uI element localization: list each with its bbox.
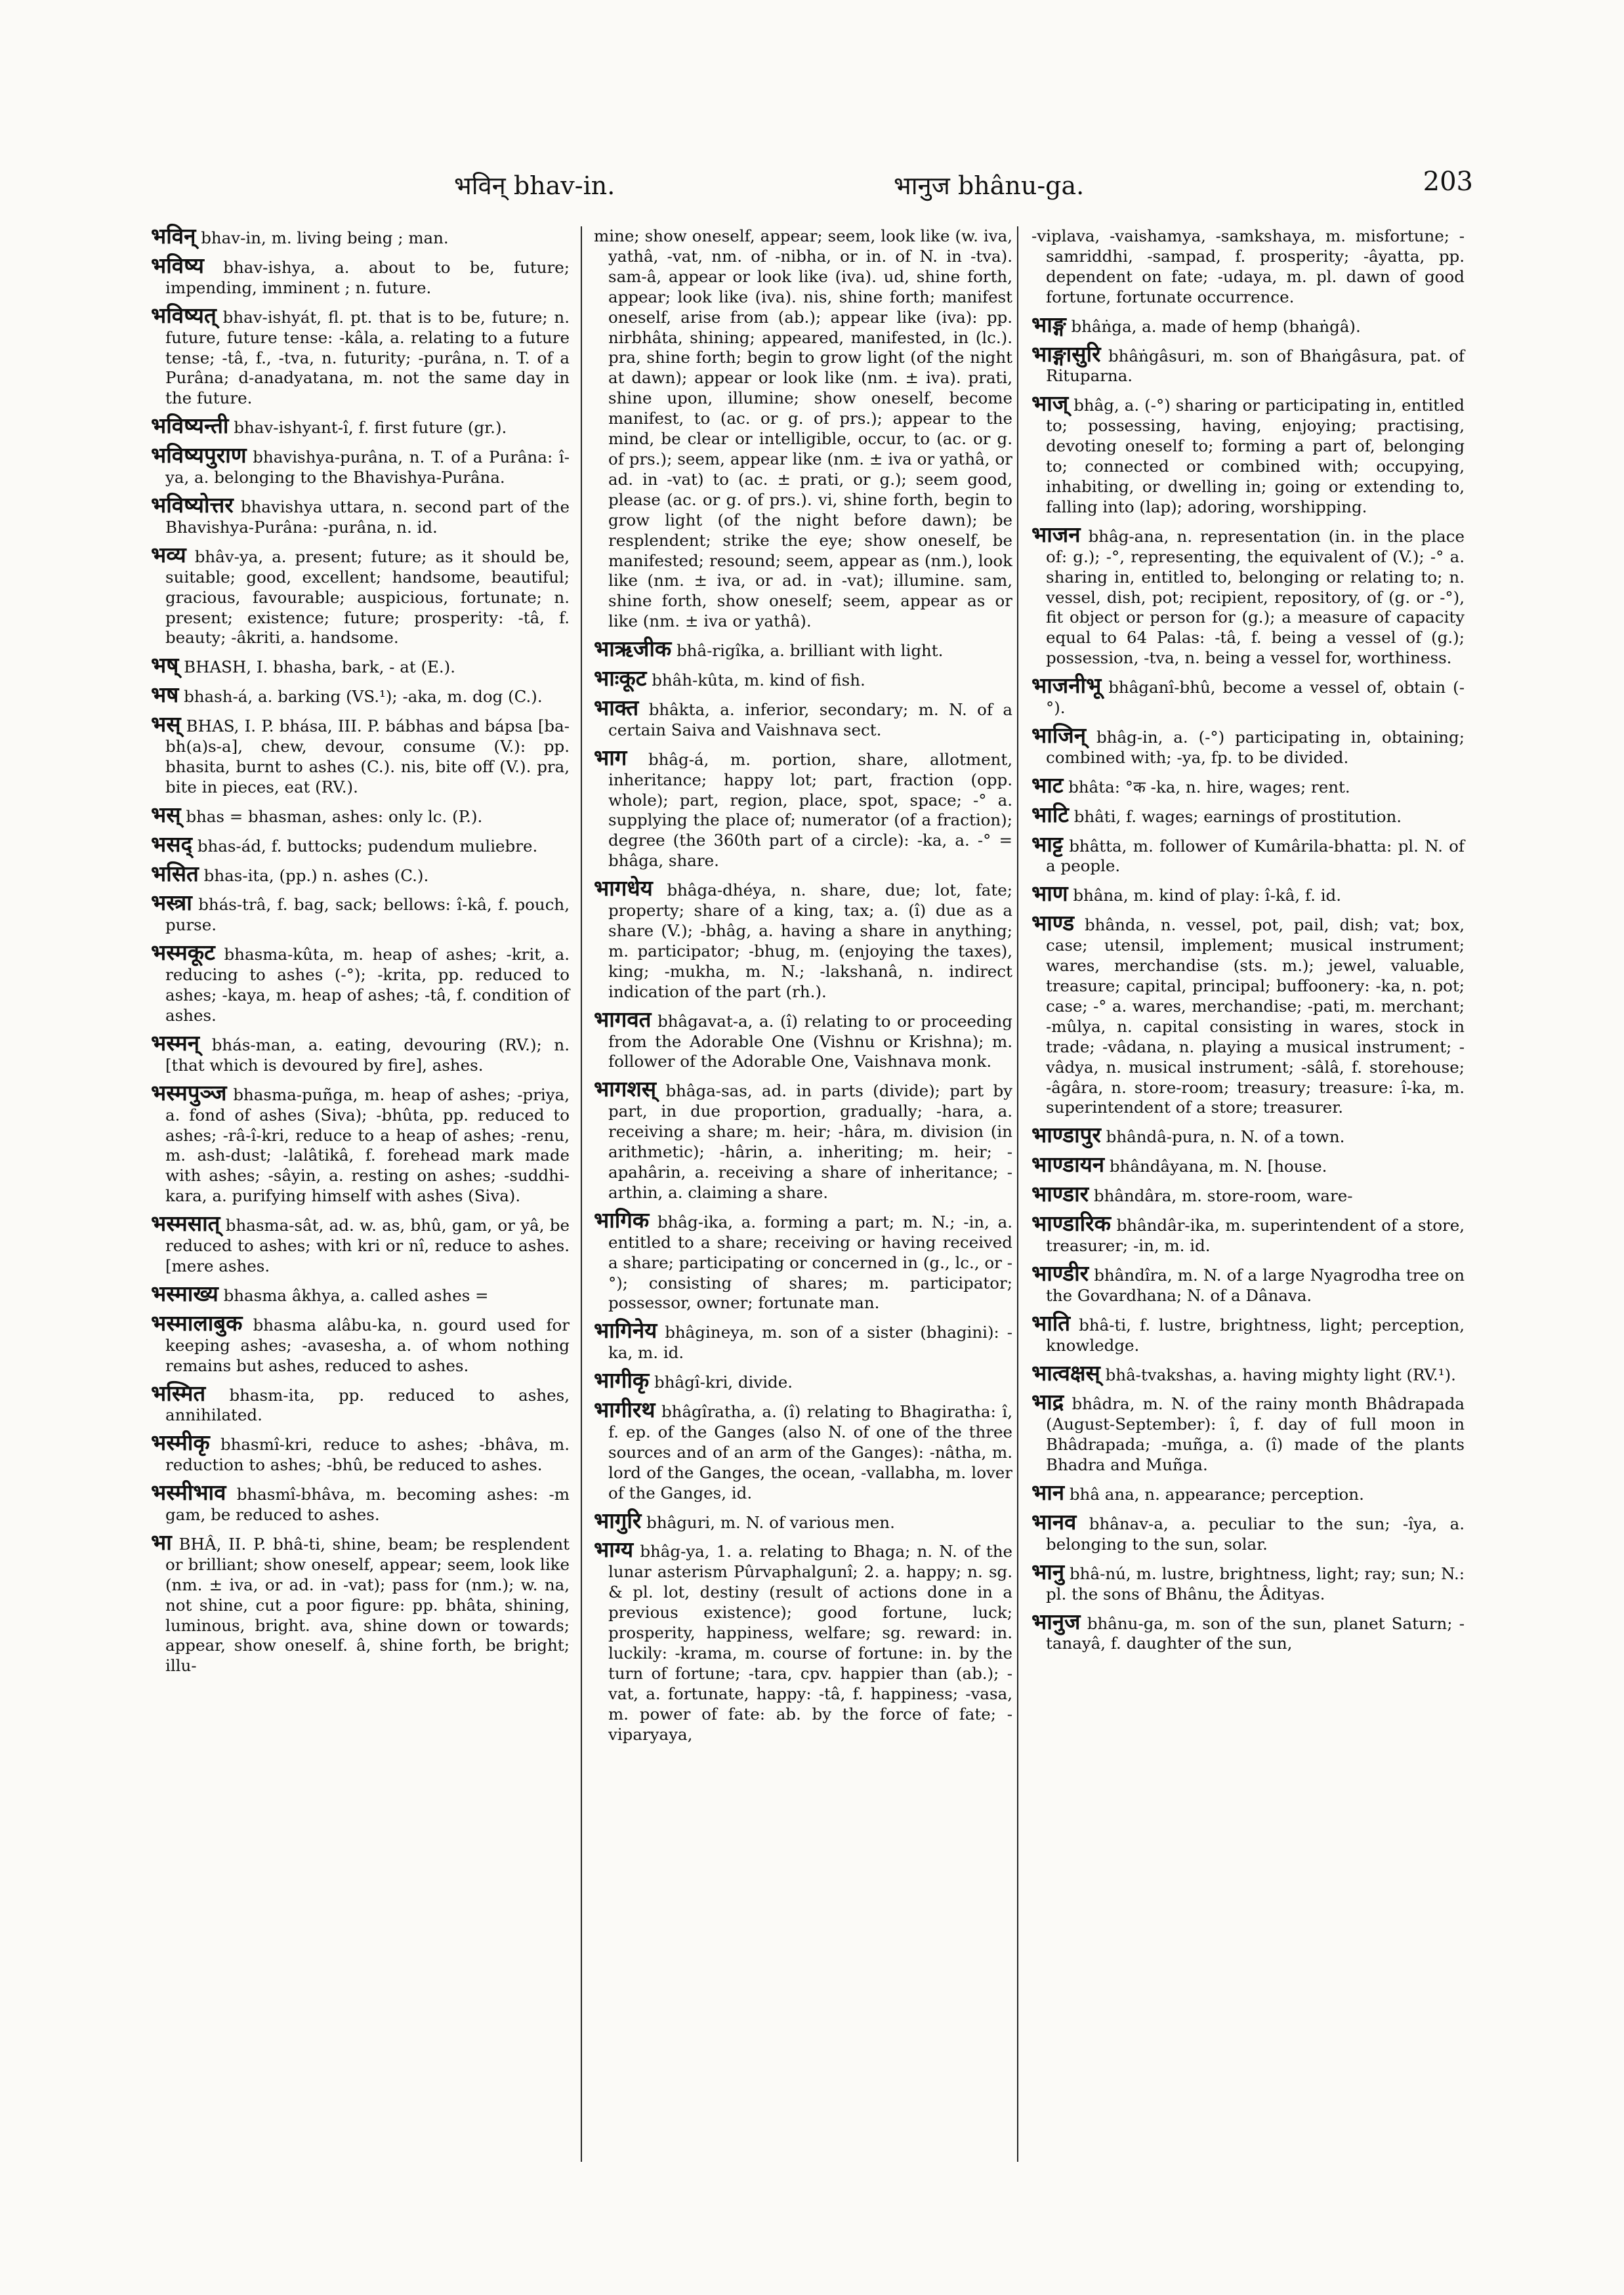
- entry-headword: भविष्य: [151, 252, 204, 278]
- dictionary-entry: [594, 1076, 1012, 1203]
- dictionary-entry: [151, 940, 570, 1026]
- entry-headword: भागिनेय: [594, 1317, 657, 1344]
- dictionary-entry: [151, 252, 570, 299]
- entry-definition: bhândîra, m. N. of a large Nyagrodha tree on the Govardhana; N. of a Dânava.: [1046, 1265, 1465, 1305]
- entry-headword: भस्मन्: [151, 1029, 200, 1056]
- dictionary-entry: [1031, 801, 1465, 827]
- entry-headword: भागीरथ: [594, 1397, 656, 1423]
- dictionary-entry: [151, 541, 570, 649]
- dictionary-entry: [1031, 1310, 1465, 1356]
- dictionary-entry: [594, 694, 1013, 741]
- entry-headword: भाजनीभू: [1031, 672, 1102, 699]
- dictionary-entry: [594, 875, 1012, 1002]
- entry-definition: bhasma-sât, ad. w. as, bhû, gam, or yâ, be reduced to ashes; with kri or nî, reduce to ashes. [mere ashes.: [165, 1216, 570, 1275]
- entry-definition: bhâ-rigîka, a. brilliant with light.: [677, 641, 944, 661]
- dictionary-entry: [151, 1280, 570, 1306]
- dictionary-column-1: [151, 223, 570, 1684]
- dictionary-entry: [594, 1207, 1012, 1314]
- dictionary-entry: [1031, 390, 1465, 517]
- dictionary-entry: [151, 1210, 570, 1277]
- entry-definition: bhâg-ana, n. representation (in. in the place of: g.); -°, representing, the equivalent of (V.); -° a. sharing in, entitled to, belonging or relating to; n. vessel, dish, pot; recipient, repository, of (g. or -°), fit object or person for (g.); a measure of capacity equal to 64 Palas: -tâ, f. being a vessel of (g.); possession, -tva, n. being a vessel for, worthiness.: [1046, 526, 1465, 668]
- entry-definition: bhâtta, m. follower of Kumârila-bhatta: pl. N. of a people.: [1046, 836, 1465, 876]
- entry-headword: भा: [151, 1529, 172, 1555]
- dictionary-entry: [151, 442, 570, 488]
- dictionary-entry: [1031, 1260, 1465, 1306]
- entry-headword: भाण्डार: [1031, 1181, 1089, 1207]
- entry-definition: bhâṅgâsuri, m. son of Bhaṅgâsura, pat. of Rituparna.: [1046, 346, 1465, 386]
- dictionary-entry: [1031, 521, 1465, 669]
- entry-headword: भस्मकूट: [151, 940, 215, 966]
- entry-headword: भविष्योत्तर: [151, 491, 234, 518]
- dictionary-entry: [151, 1029, 570, 1076]
- entry-headword: भाजन: [1031, 521, 1081, 547]
- entry-definition: bhâ ana, n. appearance; perception.: [1069, 1485, 1364, 1504]
- entry-definition: bhás-man, a. eating, devouring (RV.); n. [that which is devoured by fire], ashes.: [165, 1035, 570, 1075]
- entry-headword: भस्मपुञ्ज: [151, 1079, 227, 1106]
- entry-headword: भस्: [151, 711, 181, 737]
- entry-definition: bhâgavat-a, a. (î) relating to or proceeding from the Adorable One (Vishnu or Krishna); m. follower of the Adorable One, Vaishnava monk.: [608, 1011, 1012, 1071]
- dictionary-entry: [1031, 1608, 1465, 1655]
- entry-headword: भस्माख्य: [151, 1280, 219, 1306]
- entry-headword: भस्मालाबुक: [151, 1310, 243, 1336]
- entry-headword: भागीकृ: [594, 1367, 650, 1394]
- entry-headword: भविष्यन्ती: [151, 413, 229, 439]
- entry-headword: भानव: [1031, 1508, 1077, 1535]
- dictionary-entry: [1031, 1508, 1465, 1555]
- entry-definition: bhasma âkhya, a. called ashes =: [223, 1285, 489, 1305]
- entry-definition: BHAS, I. P. bhása, III. P. bábhas and bápsa [ba-bh(a)s-a], chew, devour, consume (V.): pp. bhasita, burnt to ashes (C.). nis, bite off (V.). pra, bite in pieces, eat (RV.).: [165, 716, 570, 796]
- entry-headword: भाति: [1031, 1310, 1071, 1336]
- entry-headword: भागुरि: [594, 1507, 642, 1533]
- entry-definition: bhâg-ika, a. forming a part; m. N.; -in, a. entitled to a share; receiving or having received a share; participating or concerned in (g., lc., or -°); consisting of shares; m. participator; possessor, owner; fortunate man.: [608, 1212, 1012, 1313]
- entry-headword: भानुज: [1031, 1608, 1081, 1634]
- dictionary-entry: [151, 1430, 570, 1476]
- entry-headword: भष्: [151, 652, 179, 678]
- entry-headword: भाजिन्: [1031, 722, 1087, 748]
- entry-definition: bhândâra, m. store-room, ware-: [1093, 1186, 1353, 1206]
- entry-headword: भानु: [1031, 1558, 1065, 1584]
- entry-headword: भविन्: [151, 223, 196, 249]
- entry-definition: bhâga-dhéya, n. share, due; lot, fate; property; share of a king, tax; a. (î) due as a share (V.); -bhâg, a. having a share in anything; m. participator; -bhug, m. (enjoying the taxes), king; -mukha, m. N.; -lakshanâ, n. indirect indication of the part (rh.).: [608, 880, 1012, 1001]
- dictionary-entry: [1031, 1181, 1465, 1207]
- entry-definition: bhâ-tvakshas, a. having mighty light (RV.¹).: [1105, 1365, 1456, 1384]
- entry-definition: bhâ-ti, f. lustre, brightness, light; perception, knowledge.: [1046, 1315, 1465, 1355]
- entry-headword: भस्मित: [151, 1380, 206, 1406]
- entry-definition: bhâna, m. kind of play: î-kâ, f. id.: [1073, 886, 1342, 905]
- entry-headword: भसित: [151, 860, 199, 886]
- dictionary-entry: [594, 636, 1012, 662]
- entry-definition: bhas-ád, f. buttocks; pudendum muliebre.: [197, 836, 538, 856]
- dictionary-entry: [1031, 772, 1465, 798]
- entry-definition: bhav-in, m. living being ; man.: [201, 228, 449, 247]
- dictionary-entry: [1031, 722, 1465, 768]
- dictionary-column-2: [594, 226, 1012, 1752]
- dictionary-entry: [151, 801, 570, 827]
- entry-definition: BHÂ, II. P. bhâ-ti, shine, beam; be resplendent or brilliant; show oneself, appear; seem, look like (nm. ± iva, or ad. in -vat); pass for (nm.); w. na, not shine, cut a poor figure: pp. bhâta, shining, luminous, bright. ava, shine down or towards; appear, show oneself. â, shine forth, be bright; illu-: [165, 1534, 570, 1676]
- entry-headword: भस्: [151, 801, 181, 827]
- dictionary-entry: [151, 1310, 570, 1376]
- entry-definition: bhavishya-purâna, n. T. of a Purâna: î-ya, a. belonging to the Bhavishya-Purâna.: [165, 447, 570, 487]
- dictionary-entry: [151, 1079, 570, 1207]
- entry-definition: bhâkta, a. inferior, secondary; m. N. of a certain Saiva and Vaishnava sect.: [608, 699, 1013, 739]
- entry-headword: भाण्डारिक: [1031, 1210, 1112, 1237]
- entry-headword: भष: [151, 682, 179, 708]
- entry-definition: -viplava, -vaishamya, -samkshaya, m. misfortune; -samriddhi, -sampad, f. prosperity; -âyatta, pp. dependent on fate; -udaya, m. pl. dawn of good fortune, fortunate occurrence.: [1031, 226, 1465, 306]
- entry-definition: mine; show oneself, appear; seem, look like (w. iva, yathâ, -vat, nm. of -nibha, or in. of N. in -tva). sam-â, appear or look like (iva). ud, shine forth, appear; look like (iva). nis, shine forth; manifest oneself, arise from (ab.); appear like (iva): pp. nirbhâta, shining; appeared, manifested, in (lc.). pra, shine forth; begin to grow light (of the night at dawn); appear or look like (nm. ± iva). prati, shine upon, illumine; show oneself, become manifest, to (ac. or g. of prs.); appear to the mind, be clear or intelligible, occur, to (ac. or g. of prs.); seem, appear like (nm. ± iva or yathâ, or ad. in -vat) to (ac. ± prati, or g.); seem good, please (ac. or g. of prs.). vi, shine forth, begin to grow light (of the night before dawn); be resplendent; strike the eye; show oneself, be manifested; resound; seem, appear as (nm.), look like (nm. ± iva, or ad. in -vat); illumine. sam, shine forth, show oneself; seem, appear as or like (nm. ± iva or yathâ).: [594, 226, 1012, 631]
- dictionary-entry: [594, 744, 1012, 871]
- entry-definition: bhâg, a. (-°) sharing or participating in, entitled to; possessing, having, enjoying; practising, devoting oneself to; forming a part of, belonging to; connected or combined with; occupying, inhabiting, or dwelling in; going or extending to, falling into (lap); adoring, worshipping.: [1046, 396, 1465, 516]
- entry-definition: bhândâyana, m. N. [house.: [1109, 1157, 1327, 1176]
- dictionary-entry: [151, 413, 570, 439]
- dictionary-entry: [151, 223, 570, 249]
- dictionary-entry: [1031, 880, 1465, 907]
- entry-headword: भाट: [1031, 772, 1064, 798]
- entry-headword: भविष्यपुराण: [151, 442, 247, 468]
- entry-definition: bhâguri, m. N. of various men.: [646, 1512, 895, 1532]
- entry-headword: भाऋजीक: [594, 636, 672, 662]
- entry-headword: भाक्त: [594, 694, 639, 720]
- entry-headword: भाण: [1031, 880, 1068, 907]
- dictionary-entry: [1031, 311, 1465, 337]
- entry-headword: भाट्ट: [1031, 831, 1063, 857]
- dictionary-entry: [151, 711, 570, 798]
- entry-definition: bhasma-puñga, m. heap of ashes; -priya, a. fond of ashes (Siva); -bhûta, pp. reduced to ashes; -râ-î-kri, reduce to a heap of ashes; -renu, m. ash-dust; -lalâtikâ, f. forehead mark made with ashes; -sâyin, a. resting on ashes; -suddhi-kara, a. purifying himself with ashes (Siva).: [165, 1085, 570, 1206]
- dictionary-entry: [151, 890, 570, 936]
- dictionary-entry: [1031, 1210, 1465, 1256]
- entry-headword: भागधेय: [594, 875, 653, 901]
- dictionary-entry: [151, 1380, 570, 1426]
- dictionary-entry: [594, 1507, 1012, 1533]
- entry-headword: भाङ्ग: [1031, 311, 1066, 337]
- column-divider: [581, 226, 582, 2162]
- entry-definition: bhândâr-ika, m. superintendent of a store, treasurer; -in, m. id.: [1046, 1216, 1465, 1255]
- entry-headword: भागशस्: [594, 1076, 657, 1102]
- column-divider: [1017, 226, 1018, 2162]
- entry-definition: bhâganî-bhû, become a vessel of, obtain (-°).: [1046, 678, 1465, 718]
- entry-headword: भव्य: [151, 541, 186, 568]
- entry-definition: bhâgîratha, a. (î) relating to Bhagiratha: î, f. ep. of the Ganges (also N. of one of the three sources and of an arm of the Ganges): -nâtha, m. lord of the Ganges, the ocean, -vallabha, m. lover of the Ganges, id.: [608, 1402, 1012, 1502]
- dictionary-entry: [151, 302, 570, 409]
- dictionary-entry: [151, 1529, 570, 1676]
- dictionary-entry: [1031, 341, 1465, 387]
- dictionary-entry: [1031, 1389, 1465, 1476]
- entry-headword: भाग्य: [594, 1537, 634, 1563]
- entry-definition: bhasm-ita, pp. reduced to ashes, annihilated.: [165, 1385, 570, 1425]
- dictionary-entry: [1031, 1122, 1465, 1148]
- entry-headword: भात्वक्षस्: [1031, 1359, 1100, 1386]
- dictionary-entry: [151, 682, 570, 708]
- entry-headword: भस्त्रा: [151, 890, 192, 916]
- entry-definition: bhav-ishyát, fl. pt. that is to be, future; n. future, future tense: -kâla, a. relating to a future tense; -tâ, f., -tva, n. futurity; -purâna, n. T. of a Purâna; d-anadyatana, m. not the same day in the future.: [165, 307, 570, 408]
- dictionary-entry: [1031, 1359, 1465, 1386]
- entry-headword: भाज्: [1031, 390, 1069, 417]
- dictionary-entry: [151, 860, 570, 886]
- dictionary-entry: [594, 226, 1012, 632]
- entry-headword: भाःकूट: [594, 665, 647, 692]
- entry-definition: bhâ-nú, m. lustre, brightness, light; ray; sun; N.: pl. the sons of Bhânu, the Âdityas.: [1046, 1563, 1465, 1603]
- dictionary-entry: [594, 1537, 1012, 1745]
- page-number: 203: [1423, 167, 1473, 197]
- entry-headword: भाण्डायन: [1031, 1151, 1105, 1178]
- entry-definition: bhâta: °क -ka, n. hire, wages; rent.: [1068, 777, 1350, 796]
- dictionary-entry: [594, 1006, 1012, 1073]
- dictionary-entry: [1031, 1479, 1465, 1506]
- entry-headword: भाग: [594, 744, 627, 770]
- entry-definition: bhâdra, m. N. of the rainy month Bhâdrapada (August-September): î, f. day of full moon in Bhâdrapada; -muñga, a. (î) made of the plants Bhadra and Muñga.: [1046, 1394, 1465, 1475]
- entry-headword: भाण्डापुर: [1031, 1122, 1101, 1148]
- running-header: [151, 164, 1473, 210]
- entry-headword: भस्मीकृ: [151, 1430, 210, 1456]
- entry-headword: भान: [1031, 1479, 1065, 1506]
- entry-definition: bhâti, f. wages; earnings of prostitution.: [1073, 806, 1402, 826]
- dictionary-entry: [594, 1317, 1012, 1363]
- header-right-guideword: भानुज bhânu-ga.: [894, 171, 1085, 200]
- entry-definition: bhânav-a, a. peculiar to the sun; -îya, a. belonging to the sun, solar.: [1046, 1514, 1465, 1554]
- entry-headword: भसद्: [151, 831, 193, 857]
- dictionary-entry: [151, 652, 570, 678]
- entry-definition: bhás-trâ, f. bag, sack; bellows: î-kâ, f. pouch, purse.: [165, 895, 570, 935]
- dictionary-entry: [594, 665, 1012, 692]
- dictionary-entry: [594, 1367, 1012, 1394]
- dictionary-entry: [1031, 1558, 1465, 1605]
- entry-definition: bhândâ-pura, n. N. of a town.: [1106, 1127, 1345, 1147]
- entry-headword: भविष्यत्: [151, 302, 217, 328]
- entry-definition: bhâgî-kri, divide.: [654, 1373, 793, 1392]
- entry-definition: bhas = bhasman, ashes: only lc. (P.).: [186, 806, 483, 826]
- entry-definition: bhâṅga, a. made of hemp (bhaṅgâ).: [1071, 316, 1361, 336]
- entry-definition: bhânu-ga, m. son of the sun, planet Saturn; -tanayâ, f. daughter of the sun,: [1046, 1613, 1465, 1653]
- entry-definition: bhas-ita, (pp.) n. ashes (C.).: [203, 865, 429, 885]
- dictionary-entry: [1031, 672, 1465, 718]
- entry-definition: bhav-ishyant-î, f. first future (gr.).: [234, 418, 507, 438]
- dictionary-entry: [1031, 831, 1465, 877]
- entry-definition: bhasma alâbu-ka, n. gourd used for keeping ashes; -avasesha, a. of whom nothing remains but ashes, reduced to ashes.: [165, 1315, 570, 1375]
- entry-definition: bhasma-kûta, m. heap of ashes; -krit, a. reducing to ashes (-°); -krita, pp. reduced to ashes; -kaya, m. heap of ashes; -tâ, f. condition of ashes.: [165, 945, 570, 1025]
- entry-headword: भागिक: [594, 1207, 650, 1233]
- entry-headword: भाटि: [1031, 801, 1069, 827]
- entry-definition: bhash-á, a. barking (VS.¹); -aka, m. dog (C.).: [184, 687, 543, 707]
- entry-definition: bhasmî-kri, reduce to ashes; -bhâva, m. reduction to ashes; -bhû, be reduced to ashes.: [165, 1435, 570, 1475]
- dictionary-entry: [1031, 1151, 1465, 1178]
- entry-headword: भस्मसात्: [151, 1210, 220, 1237]
- entry-definition: bhâg-in, a. (-°) participating in, obtaining; combined with; -ya, fp. to be divided.: [1046, 727, 1465, 767]
- entry-headword: भाण्डीर: [1031, 1260, 1089, 1286]
- entry-headword: भाद्र: [1031, 1389, 1064, 1415]
- entry-headword: भाण्ड: [1031, 910, 1075, 936]
- entry-headword: भागवत: [594, 1006, 652, 1032]
- dictionary-entry: [151, 831, 570, 857]
- entry-definition: bhâg-ya, 1. a. relating to Bhaga; n. N. of the lunar asterism Pûrvaphalgunî; 2. a. happy; n. sg. & pl. lot, destiny (result of actions done in a previous existence); good fortune, luck; prosperity, happiness, welfare; sg. reward: in. luckily: -krama, m. course of fortune: in. by the turn of fortune; -tara, cpv. happier than (ab.); -vat, a. fortunate, happy: -tâ, f. happiness; -vasa, m. power of fate: ab. by the force of fate; -viparyaya,: [608, 1542, 1012, 1744]
- dictionary-entry: [151, 491, 570, 538]
- dictionary-entry: [1031, 226, 1465, 308]
- entry-definition: bhâgineya, m. son of a sister (bhagini): -ka, m. id.: [608, 1323, 1012, 1363]
- entry-definition: bhâv-ya, a. present; future; as it should be, suitable; good, excellent; handsome, beautiful; gracious, favourable; auspicious, fortunate; n. present; existence; future; prosperity: -tâ, f. beauty; -âkriti, a. handsome.: [165, 547, 570, 648]
- entry-definition: bhav-ishya, a. about to be, future; impending, imminent ; n. future.: [165, 257, 570, 297]
- entry-definition: BHASH, I. bhasha, bark, - at (E.).: [184, 657, 456, 677]
- dictionary-entry: [1031, 910, 1465, 1118]
- entry-definition: bhâg-á, m. portion, share, allotment, inheritance; happy lot; part, fraction (opp. whole); part, region, place, spot, space; -° a. supplying the place of; numerator (of a fraction); degree (the 360th part of a circle): -ka, a. -° = bhâga, share.: [608, 749, 1012, 871]
- entry-definition: bhavishya uttara, n. second part of the Bhavishya-Purâna: -purâna, n. id.: [165, 497, 570, 537]
- entry-definition: bhâh-kûta, m. kind of fish.: [652, 671, 865, 690]
- entry-definition: bhânda, n. vessel, pot, pail, dish; vat; box, case; utensil, implement; musical instrument; wares, merchandise (sts. m.); jewel, valuable, treasure; capital, principal; buffoonery: -ka, n. pot; case; -° a. wares, merchandise; -pati, m. merchant; -mûlya, n. capital consisting in wares, stock in trade; -vâdana, n. playing a musical instrument; -vâdya, n. musical instrument; -sâlâ, f. storehouse; -âgâra, n. store-room; treasury; treasure: î-ka, m. superintendent of a store; treasurer.: [1046, 915, 1465, 1117]
- entry-definition: bhâga-sas, ad. in parts (divide); part by part, in due proportion, gradually; -hara, a. receiving a share; m. heir; -hâra, m. division (in arithmetic); -hârin, a. inheriting; m. heir; -apahârin, a. receiving a share of inheritance; -arthin, a. claiming a share.: [608, 1081, 1012, 1202]
- entry-headword: भाङ्गासुरि: [1031, 341, 1101, 367]
- dictionary-entry: [151, 1479, 570, 1525]
- dictionary-entry: [594, 1397, 1012, 1504]
- entry-definition: bhasmî-bhâva, m. becoming ashes: -m gam, be reduced to ashes.: [165, 1485, 570, 1525]
- entry-headword: भस्मीभाव: [151, 1479, 226, 1506]
- dictionary-column-3: [1031, 226, 1465, 1661]
- header-left-guideword: भविन् bhav-in.: [454, 171, 615, 200]
